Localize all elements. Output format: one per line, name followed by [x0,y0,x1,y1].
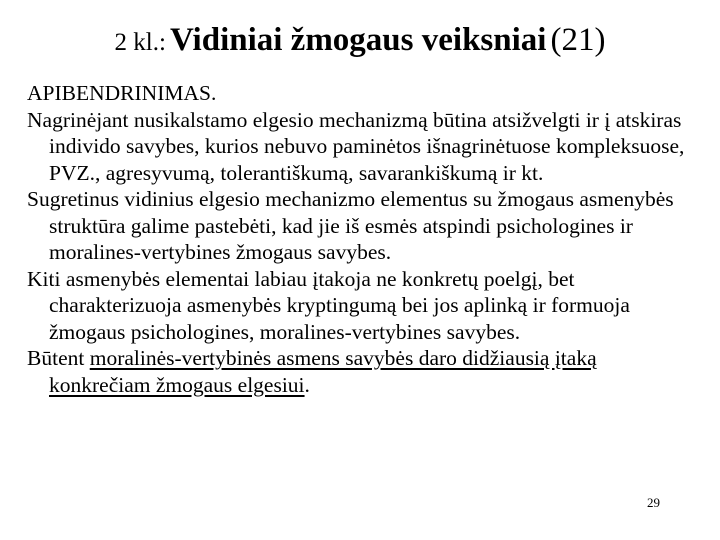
paragraph-1: Nagrinėjant nusikalstamo elgesio mechanizmą būtina atsižvelgti ir į atskiras individo savybes, kurios nebuvo paminėtos išnagrinėtuose kompleksuose, PVZ., agresyvumą, tolerantiškumą, savarankiškumą ir kt. [27,107,685,185]
paragraph-4-emphasis: moralinės-vertybinės asmens savybės daro didžiausią įtaką konkrečiam žmogaus elgesiui [49,346,597,397]
title-prefix: 2 kl.: [114,29,166,56]
slide-title [0,20,720,66]
paragraph-3: Kiti asmenybės elementai labiau įtakoja ne konkretų poelgį, bet charakterizuoja asmenybės kryptingumą bei jos aplinką ir formuoja žmogaus psichologines, moralines-vertybines savybes. [27,266,630,344]
summary-heading: APIBENDRINIMAS. [27,81,217,105]
page-number: 29 [647,495,660,510]
paragraph-4-lead: Būtent [27,346,90,370]
paragraph-2: Sugretinus vidinius elgesio mechanizmo elementus su žmogaus asmenybės struktūra galime pastebėti, kad jie iš esmės atspindi psichologines ir moralines-vertybines žmogaus savybes. [27,187,674,264]
title-main: Vidiniai žmogaus veiksniai [169,22,547,58]
title-number: (21) [550,22,606,58]
paragraph-4 [27,345,699,398]
slide-body [27,80,699,398]
paragraph-4-end: . [304,372,310,397]
